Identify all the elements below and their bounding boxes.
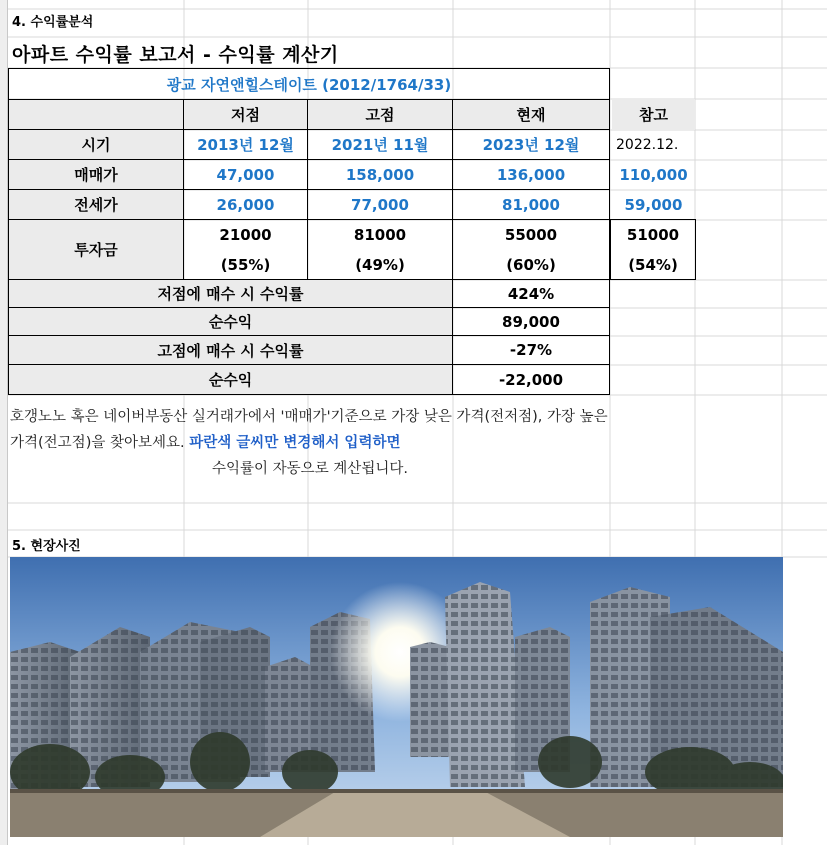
instruction-note[interactable] xyxy=(10,404,610,482)
invest-low-pct: (55%) xyxy=(220,255,271,274)
sale-high-cell[interactable] xyxy=(308,160,453,190)
row-label-period-text: 시기 xyxy=(81,136,111,154)
jeonse-high-value: 77,000 xyxy=(351,195,409,214)
low-return-value-cell[interactable] xyxy=(453,280,610,308)
low-return-label: 저점에 매수 시 수익률 xyxy=(157,285,304,303)
note-text: 호갱노노 혹은 네이버부동산 실거래가에서 '매매가'기준으로 가장 낮은 가격(전저점), 가장 높은 가격(전고점)을 찾아보세요. xyxy=(10,409,608,451)
jeonse-current-cell[interactable] xyxy=(453,190,610,220)
row-label-period[interactable] xyxy=(8,130,184,160)
high-net-value-cell[interactable] xyxy=(453,365,610,395)
section5-title: 5. 현장사진 xyxy=(12,539,81,554)
header-reference-label: 참고 xyxy=(639,106,668,124)
header-reference[interactable] xyxy=(612,99,695,130)
jeonse-low-cell[interactable] xyxy=(184,190,308,220)
header-low-label: 저점 xyxy=(231,106,260,124)
invest-high-cell[interactable] xyxy=(308,220,453,280)
invest-high-value: 81000 xyxy=(353,225,407,244)
header-blank-cell[interactable] xyxy=(8,99,184,130)
sale-current-value: 136,000 xyxy=(496,165,566,184)
header-high[interactable] xyxy=(308,99,453,130)
property-name: 광교 자연앤힐스테이트 (2012/1764/33) xyxy=(166,75,452,94)
jeonse-current-value: 81,000 xyxy=(502,195,560,214)
low-net-value: 89,000 xyxy=(502,312,560,331)
high-net-label-cell[interactable] xyxy=(8,365,453,395)
invest-low-cell[interactable] xyxy=(184,220,308,280)
low-return-label-cell[interactable] xyxy=(8,280,453,308)
period-current-value: 2023년 12월 xyxy=(482,136,580,154)
header-current-label: 현재 xyxy=(516,106,546,124)
high-net-label: 순수익 xyxy=(208,371,253,389)
high-net-value: -22,000 xyxy=(498,370,564,389)
row-label-jeonse[interactable] xyxy=(8,190,184,220)
period-high-value: 2021년 11월 xyxy=(331,136,429,154)
note-line-3 xyxy=(10,456,610,482)
invest-high-pct: (49%) xyxy=(355,255,405,274)
low-net-label: 순수익 xyxy=(208,313,253,331)
site-photo-illustration xyxy=(10,557,783,837)
invest-low-value: 21000 xyxy=(219,225,272,244)
jeonse-reference-value: 59,000 xyxy=(624,196,683,214)
high-return-value-cell[interactable] xyxy=(453,336,610,365)
note-highlight: 파란색 글씨만 변경해서 입력하면 xyxy=(189,435,401,451)
site-photo[interactable] xyxy=(10,557,783,837)
sale-low-value: 47,000 xyxy=(216,165,275,184)
jeonse-high-cell[interactable] xyxy=(308,190,453,220)
row-label-jeonse-text: 전세가 xyxy=(74,196,118,214)
invest-reference-pct: (54%) xyxy=(628,255,678,274)
low-return-value: 424% xyxy=(507,284,555,303)
low-net-label-cell[interactable] xyxy=(8,308,453,336)
invest-current-pct: (60%) xyxy=(506,255,556,274)
invest-reference-cell[interactable] xyxy=(610,219,696,280)
header-current[interactable] xyxy=(453,99,610,130)
row-label-sale-text: 매매가 xyxy=(74,166,118,184)
period-low-value: 2013년 12월 xyxy=(197,136,294,154)
note-text-end: 수익률이 자동으로 계산됩니다. xyxy=(212,461,408,477)
sale-current-cell[interactable] xyxy=(453,160,610,190)
sale-high-value: 158,000 xyxy=(345,165,415,184)
period-reference-cell[interactable] xyxy=(612,130,695,160)
period-low-cell[interactable] xyxy=(184,130,308,160)
row-label-sale[interactable] xyxy=(8,160,184,190)
high-return-label-cell[interactable] xyxy=(8,336,453,365)
jeonse-reference-cell[interactable] xyxy=(612,190,695,220)
high-return-value: -27% xyxy=(509,341,553,359)
row-header-strip[interactable] xyxy=(0,0,8,845)
sale-low-cell[interactable] xyxy=(184,160,308,190)
row-label-invest-text: 투자금 xyxy=(74,241,118,259)
high-return-label: 고점에 매수 시 수익률 xyxy=(157,341,304,360)
invest-current-cell[interactable] xyxy=(453,220,610,280)
invest-reference-value: 51000 xyxy=(626,225,680,244)
header-low[interactable] xyxy=(184,99,308,130)
header-high-label: 고점 xyxy=(365,106,395,124)
sale-reference-cell[interactable] xyxy=(612,160,695,190)
section-title: 4. 수익률분석 xyxy=(12,15,94,30)
period-current-cell[interactable] xyxy=(453,130,610,160)
report-title: 아파트 수익률 보고서 - 수익률 계산기 xyxy=(12,44,339,66)
invest-current-value: 55000 xyxy=(504,225,558,244)
property-name-cell[interactable] xyxy=(8,68,610,99)
row-label-invest[interactable] xyxy=(8,220,184,280)
sale-reference-value: 110,000 xyxy=(619,166,688,184)
low-net-value-cell[interactable] xyxy=(453,308,610,336)
period-reference-value: 2022.12. xyxy=(616,137,679,153)
period-high-cell[interactable] xyxy=(308,130,453,160)
jeonse-low-value: 26,000 xyxy=(216,195,275,214)
